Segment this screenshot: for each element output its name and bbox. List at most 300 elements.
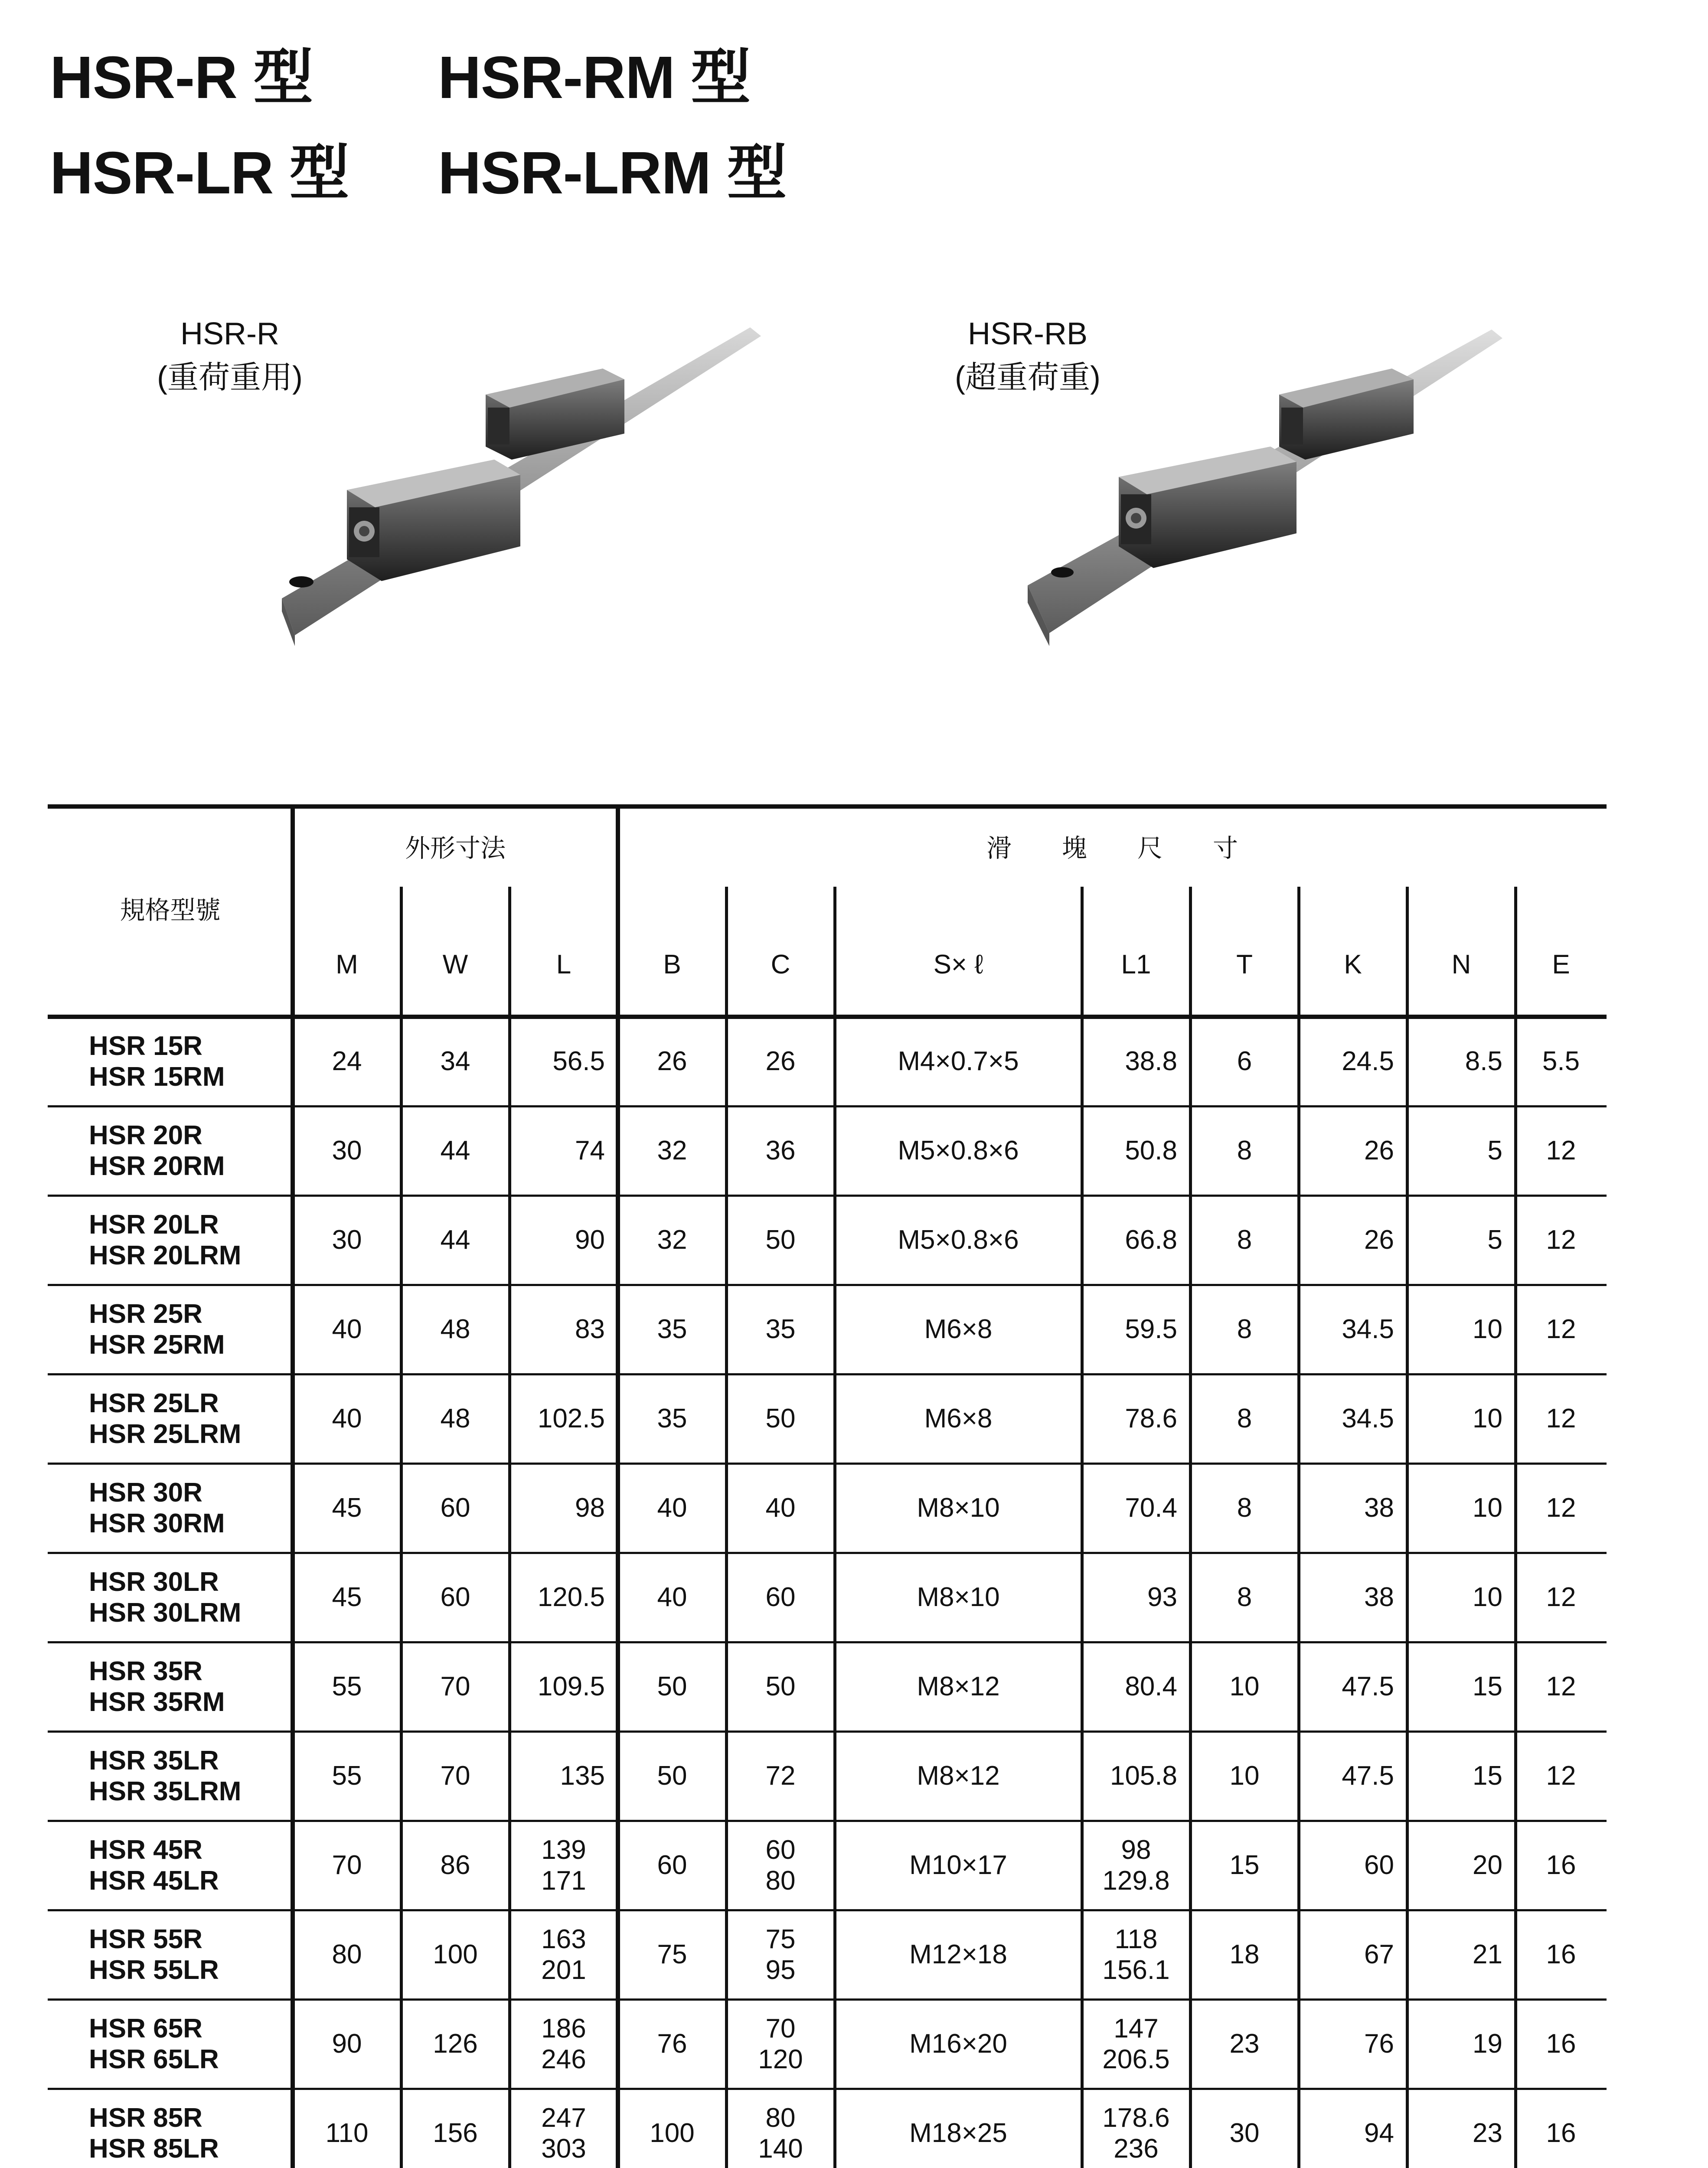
table-row-model: [48, 1731, 293, 1821]
cell-value: 15: [1229, 1850, 1260, 1881]
cell-value: 70: [440, 1761, 470, 1791]
cell-value: 303: [541, 2134, 586, 2164]
cell-value: 140: [758, 2134, 803, 2164]
table-cell: [618, 1463, 726, 1553]
table-cell: [1407, 1285, 1515, 1374]
cell-value: 8: [1237, 1314, 1252, 1345]
cell-value: 67: [1364, 1939, 1394, 1970]
cell-value: 83: [575, 1314, 605, 1345]
title-hsr-rm: HSR-RM 型: [438, 44, 751, 111]
outer-dimensions-header: 外形寸法: [405, 834, 506, 863]
model-number: HSR 25R: [89, 1299, 202, 1329]
cell-value: 147: [1114, 2013, 1159, 2044]
cell-value: 70: [765, 2013, 796, 2044]
cell-value: 34.5: [1342, 1314, 1394, 1345]
table-cell: [509, 1910, 618, 1999]
cell-value: 12: [1546, 1493, 1576, 1523]
cell-value: 40: [332, 1314, 362, 1345]
cell-value: 40: [657, 1493, 687, 1523]
cell-value: 66.8: [1125, 1225, 1177, 1255]
cell-value: 8: [1237, 1136, 1252, 1166]
cell-value: 72: [765, 1761, 796, 1791]
table-cell: [401, 1106, 509, 1195]
table-cell: [726, 1999, 835, 2089]
table-cell: [1299, 1821, 1407, 1910]
model-number: HSR 65R: [89, 2013, 202, 2044]
cell-value: 80: [765, 2103, 796, 2133]
cell-value: 56.5: [552, 1046, 605, 1077]
cell-value: 40: [332, 1404, 362, 1434]
cell-value: 32: [657, 1225, 687, 1255]
cell-value: 12: [1546, 1761, 1576, 1791]
table-cell: [293, 1999, 401, 2089]
table-cell: [509, 1463, 618, 1553]
model-number: HSR 25LRM: [89, 1419, 242, 1449]
table-cell: [1082, 1285, 1190, 1374]
cell-value: M8×10: [917, 1582, 1000, 1613]
table-row-model: [48, 1195, 293, 1285]
table-cell: [293, 1910, 401, 1999]
cell-value: 60: [765, 1582, 796, 1613]
cell-value: 24.5: [1342, 1046, 1394, 1077]
table-row-model: [48, 2089, 293, 2168]
cell-value: 40: [657, 1582, 687, 1613]
cell-value: 44: [440, 1225, 470, 1255]
table-cell: [1407, 1821, 1515, 1910]
table-cell: [401, 1463, 509, 1553]
cell-value: 70: [332, 1850, 362, 1881]
table-cell: [1190, 1463, 1299, 1553]
table-cell: [1299, 1642, 1407, 1731]
cell-value: 15: [1473, 1672, 1502, 1702]
cell-value: 246: [541, 2044, 586, 2074]
table-cell: [293, 1017, 401, 1106]
table-cell: [1515, 1463, 1607, 1553]
cell-value: 76: [1364, 2029, 1394, 2059]
cell-value: 98: [575, 1493, 605, 1523]
cell-value: 118: [1114, 1924, 1158, 1954]
title-hsr-lr: HSR-LR 型: [50, 140, 349, 206]
table-cell: [1082, 1553, 1190, 1642]
cell-value: M12×18: [909, 1939, 1007, 1970]
table-cell: [1299, 1731, 1407, 1821]
table-cell: [1407, 1017, 1515, 1106]
title-hsr-r: HSR-R 型: [50, 44, 313, 111]
cell-value: 55: [332, 1761, 362, 1791]
table-cell: [726, 1731, 835, 1821]
cell-value: M6×8: [924, 1314, 993, 1345]
table-row-model: [48, 1553, 293, 1642]
table-cell: [726, 1463, 835, 1553]
table-cell: [835, 1463, 1082, 1553]
cell-value: 10: [1229, 1761, 1260, 1791]
table-cell: [401, 2089, 509, 2168]
cell-value: 70: [440, 1672, 470, 1702]
table-cell: [618, 1999, 726, 2089]
table-cell: [1190, 1106, 1299, 1195]
cell-value: 47.5: [1342, 1672, 1394, 1702]
table-row-model: [48, 1999, 293, 2089]
cell-value: 8.5: [1465, 1046, 1502, 1077]
cell-value: 10: [1473, 1404, 1502, 1434]
table-cell: [509, 1999, 618, 2089]
table-cell: [1515, 1553, 1607, 1642]
cell-value: 76: [657, 2029, 687, 2059]
cell-value: 60: [657, 1850, 687, 1881]
table-cell: [1082, 1106, 1190, 1195]
cell-value: 16: [1546, 1850, 1576, 1881]
cell-value: 78.6: [1125, 1404, 1177, 1434]
model-number: HSR 20LR: [89, 1209, 219, 1240]
cell-value: 94: [1364, 2118, 1394, 2148]
cell-value: 90: [332, 2029, 362, 2059]
cell-value: 12: [1546, 1314, 1576, 1345]
table-cell: [835, 1821, 1082, 1910]
cell-value: 35: [657, 1314, 687, 1345]
table-cell: [835, 1106, 1082, 1195]
cell-value: 50: [765, 1672, 796, 1702]
table-cell: [618, 1642, 726, 1731]
table-cell: [1082, 1910, 1190, 1999]
table-cell: [1407, 1553, 1515, 1642]
table-cell: [835, 1195, 1082, 1285]
cell-value: 40: [765, 1493, 796, 1523]
column-header-3: L: [556, 950, 572, 980]
table-cell: [401, 1821, 509, 1910]
model-number: HSR 35LR: [89, 1745, 219, 1776]
cell-value: 45: [332, 1493, 362, 1523]
table-cell: [726, 1821, 835, 1910]
model-number: HSR 35LRM: [89, 1776, 242, 1806]
model-number: HSR 35RM: [89, 1687, 225, 1717]
cell-value: 105.8: [1110, 1761, 1177, 1791]
model-number: HSR 35R: [89, 1656, 202, 1686]
table-cell: [401, 1642, 509, 1731]
cell-value: 12: [1546, 1404, 1576, 1434]
table-cell: [509, 2089, 618, 2168]
table-cell: [1515, 1374, 1607, 1463]
table-cell: [1299, 1553, 1407, 1642]
cell-value: 5: [1487, 1136, 1502, 1166]
table-cell: [618, 1374, 726, 1463]
table-cell: [726, 1642, 835, 1731]
cell-value: 26: [1364, 1136, 1394, 1166]
table-cell: [1082, 1374, 1190, 1463]
table-row-model: [48, 1821, 293, 1910]
table-cell: [618, 1910, 726, 1999]
cell-value: 50: [657, 1672, 687, 1702]
cell-value: 80: [332, 1939, 362, 1970]
cell-value: 23: [1473, 2118, 1502, 2148]
model-number: HSR 55LR: [89, 1955, 219, 1985]
cell-value: 8: [1237, 1404, 1252, 1434]
cell-value: 19: [1473, 2029, 1502, 2059]
cell-value: 50: [765, 1225, 796, 1255]
table-cell: [618, 1195, 726, 1285]
table-cell: [1082, 1642, 1190, 1731]
table-cell: [835, 1017, 1082, 1106]
table-cell: [1082, 1195, 1190, 1285]
cell-value: 8: [1237, 1225, 1252, 1255]
cell-value: 10: [1229, 1672, 1260, 1702]
cell-value: 156: [433, 2118, 478, 2148]
cell-value: 126: [433, 2029, 478, 2059]
cell-value: 38.8: [1125, 1046, 1177, 1077]
table-cell: [1299, 2089, 1407, 2168]
photo-caption: (重荷重用): [157, 360, 303, 395]
cell-value: 12: [1546, 1582, 1576, 1613]
cell-value: M16×20: [909, 2029, 1007, 2059]
table-cell: [726, 1553, 835, 1642]
table-cell: [1407, 1999, 1515, 2089]
table-cell: [618, 1017, 726, 1106]
table-cell: [293, 1195, 401, 1285]
table-cell: [1407, 1731, 1515, 1821]
cell-value: 59.5: [1125, 1314, 1177, 1345]
cell-value: 18: [1229, 1939, 1260, 1970]
linear-guide-photo-hsr-r: [269, 304, 763, 650]
cell-value: 35: [657, 1404, 687, 1434]
cell-value: 206.5: [1102, 2044, 1170, 2074]
model-number: HSR 15R: [89, 1031, 202, 1061]
cell-value: 44: [440, 1136, 470, 1166]
table-cell: [1190, 1553, 1299, 1642]
table-cell: [1299, 1374, 1407, 1463]
table-cell: [1407, 1106, 1515, 1195]
model-number: HSR 20R: [89, 1120, 202, 1150]
table-cell: [1082, 1999, 1190, 2089]
cell-value: 16: [1546, 2029, 1576, 2059]
table-cell: [1190, 1999, 1299, 2089]
table-cell: [1082, 1821, 1190, 1910]
cell-value: 95: [765, 1955, 796, 1985]
cell-value: 16: [1546, 1939, 1576, 1970]
table-cell: [401, 1999, 509, 2089]
model-number: HSR 65LR: [89, 2044, 219, 2074]
table-cell: [401, 1017, 509, 1106]
table-cell: [1190, 1731, 1299, 1821]
cell-value: 21: [1473, 1939, 1502, 1970]
cell-value: 129.8: [1102, 1866, 1170, 1896]
table-cell: [293, 1285, 401, 1374]
cell-value: M8×12: [917, 1761, 1000, 1791]
cell-value: 35: [765, 1314, 796, 1345]
column-header-2: W: [442, 950, 468, 980]
table-cell: [509, 1195, 618, 1285]
cell-value: 55: [332, 1672, 362, 1702]
cell-value: 20: [1473, 1850, 1502, 1881]
model-number: HSR 25RM: [89, 1330, 225, 1360]
table-cell: [726, 1910, 835, 1999]
cell-value: 10: [1473, 1493, 1502, 1523]
table-cell: [618, 1285, 726, 1374]
table-cell: [1515, 1106, 1607, 1195]
table-cell: [618, 1821, 726, 1910]
cell-value: 70.4: [1125, 1493, 1177, 1523]
cell-value: 32: [657, 1136, 687, 1166]
cell-value: 38: [1364, 1493, 1394, 1523]
table-cell: [293, 1463, 401, 1553]
cell-value: 10: [1473, 1314, 1502, 1345]
table-row-model: [48, 1910, 293, 1999]
table-cell: [401, 1731, 509, 1821]
column-header-5: C: [771, 950, 790, 980]
table-cell: [1299, 1106, 1407, 1195]
table-cell: [1299, 1195, 1407, 1285]
cell-value: 50: [657, 1761, 687, 1791]
table-cell: [293, 1374, 401, 1463]
cell-value: 102.5: [537, 1404, 605, 1434]
table-cell: [1407, 1463, 1515, 1553]
table-cell: [835, 1999, 1082, 2089]
block-dimensions-header: 滑 塊 尺 寸: [986, 834, 1238, 863]
table-cell: [1299, 1463, 1407, 1553]
cell-value: 247: [541, 2103, 586, 2133]
cell-value: 60: [765, 1835, 796, 1865]
cell-value: 48: [440, 1404, 470, 1434]
table-cell: [1515, 2089, 1607, 2168]
table-row-model: [48, 1642, 293, 1731]
table-cell: [509, 1374, 618, 1463]
cell-value: 50.8: [1125, 1136, 1177, 1166]
cell-value: M8×10: [917, 1493, 1000, 1523]
cell-value: 8: [1237, 1582, 1252, 1613]
cell-value: 100: [433, 1939, 478, 1970]
table-cell: [835, 1285, 1082, 1374]
cell-value: 100: [650, 2118, 695, 2148]
table-row-model: [48, 1017, 293, 1106]
table-cell: [835, 1910, 1082, 1999]
cell-value: 26: [657, 1046, 687, 1077]
table-cell: [1299, 1285, 1407, 1374]
table-cell: [618, 1553, 726, 1642]
cell-value: M4×0.7×5: [898, 1046, 1019, 1077]
cell-value: 34: [440, 1046, 470, 1077]
table-cell: [293, 1642, 401, 1731]
table-cell: [1190, 1285, 1299, 1374]
cell-value: 139: [541, 1835, 586, 1865]
table-cell: [293, 1106, 401, 1195]
model-number: HSR 45R: [89, 1835, 202, 1865]
cell-value: 171: [541, 1866, 586, 1896]
cell-value: 34.5: [1342, 1404, 1394, 1434]
table-cell: [1515, 1910, 1607, 1999]
table-cell: [726, 1106, 835, 1195]
table-cell: [401, 1195, 509, 1285]
column-header-10: N: [1451, 950, 1471, 980]
table-cell: [401, 1910, 509, 1999]
cell-value: 16: [1546, 2118, 1576, 2148]
table-cell: [293, 1553, 401, 1642]
table-cell: [1190, 1821, 1299, 1910]
model-number: HSR 15RM: [89, 1062, 225, 1092]
table-cell: [1190, 1910, 1299, 1999]
column-header-8: T: [1236, 950, 1253, 980]
table-cell: [1515, 1017, 1607, 1106]
table-cell: [401, 1374, 509, 1463]
table-cell: [618, 1731, 726, 1821]
table-cell: [509, 1106, 618, 1195]
cell-value: 30: [332, 1136, 362, 1166]
cell-value: 36: [765, 1136, 796, 1166]
cell-value: 60: [440, 1493, 470, 1523]
table-cell: [618, 1106, 726, 1195]
cell-value: 80: [765, 1866, 796, 1896]
cell-value: 47.5: [1342, 1761, 1394, 1791]
cell-value: M18×25: [909, 2118, 1007, 2148]
table-cell: [1515, 1642, 1607, 1731]
column-header-4: B: [663, 950, 681, 980]
cell-value: 110: [325, 2118, 369, 2148]
cell-value: 60: [1364, 1850, 1394, 1881]
cell-value: 109.5: [537, 1672, 605, 1702]
cell-value: 38: [1364, 1582, 1394, 1613]
table-cell: [509, 1017, 618, 1106]
model-number: HSR 20RM: [89, 1151, 225, 1181]
table-cell: [509, 1731, 618, 1821]
cell-value: 163: [541, 1924, 586, 1954]
cell-value: 6: [1237, 1046, 1252, 1077]
cell-value: 178.6: [1102, 2103, 1170, 2133]
table-cell: [1190, 1195, 1299, 1285]
cell-value: 5: [1487, 1225, 1502, 1255]
cell-value: 12: [1546, 1225, 1576, 1255]
table-cell: [835, 2089, 1082, 2168]
cell-value: 75: [657, 1939, 687, 1970]
table-row-model: [48, 1374, 293, 1463]
table-cell: [1190, 2089, 1299, 2168]
table-cell: [509, 1642, 618, 1731]
table-cell: [401, 1553, 509, 1642]
model-number: HSR 30LR: [89, 1567, 219, 1597]
table-cell: [1082, 1017, 1190, 1106]
cell-value: 15: [1473, 1761, 1502, 1791]
cell-value: 50: [765, 1404, 796, 1434]
cell-value: 8: [1237, 1493, 1252, 1523]
cell-value: 30: [1229, 2118, 1260, 2148]
cell-value: M10×17: [909, 1850, 1007, 1881]
cell-value: 30: [332, 1225, 362, 1255]
table-cell: [726, 1195, 835, 1285]
title-hsr-lrm: HSR-LRM 型: [438, 140, 787, 206]
table-cell: [726, 2089, 835, 2168]
table-cell: [1299, 1017, 1407, 1106]
table-cell: [1082, 1463, 1190, 1553]
cell-value: 45: [332, 1582, 362, 1613]
model-number: HSR 30LRM: [89, 1598, 242, 1628]
table-cell: [618, 2089, 726, 2168]
column-header-9: K: [1344, 950, 1362, 980]
table-cell: [835, 1731, 1082, 1821]
cell-value: 12: [1546, 1672, 1576, 1702]
photo-name: HSR-RB: [967, 317, 1088, 351]
table-cell: [726, 1374, 835, 1463]
cell-value: 186: [541, 2013, 586, 2044]
table-cell: [509, 1821, 618, 1910]
model-number: HSR 25LR: [89, 1388, 219, 1418]
table-cell: [1407, 1910, 1515, 1999]
cell-value: 26: [1364, 1225, 1394, 1255]
table-cell: [509, 1285, 618, 1374]
table-cell: [1190, 1642, 1299, 1731]
table-cell: [1515, 1821, 1607, 1910]
table-cell: [1299, 1999, 1407, 2089]
cell-value: 24: [332, 1046, 362, 1077]
cell-value: 90: [575, 1225, 605, 1255]
cell-value: 10: [1473, 1582, 1502, 1613]
model-number: HSR 30R: [89, 1477, 202, 1508]
photo-name: HSR-R: [180, 317, 279, 351]
